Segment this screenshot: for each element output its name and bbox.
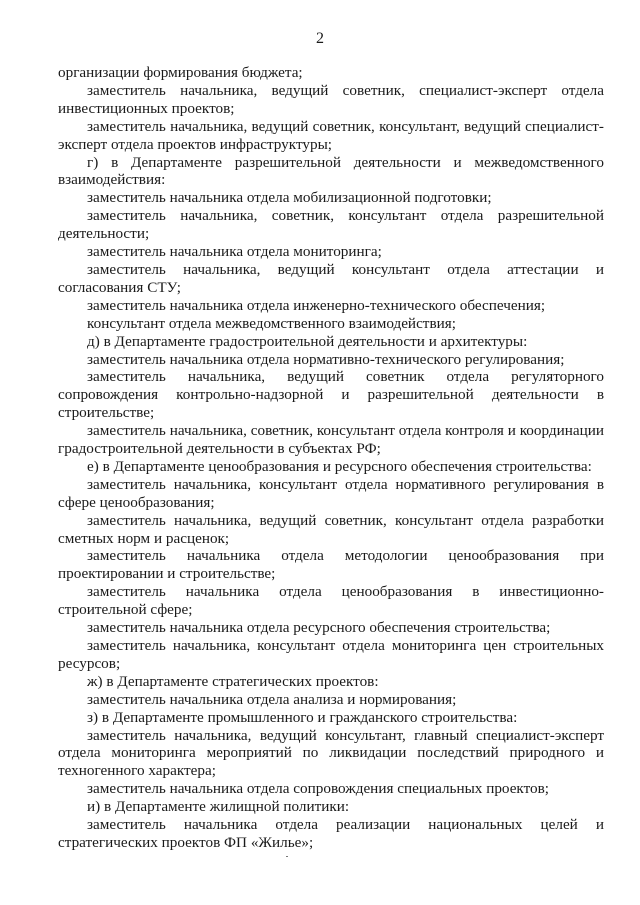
paragraph: заместитель начальника, советник, консультант отдела разрешительной деятельности; — [58, 207, 604, 243]
paragraph: заместитель начальника отдела ресурсного обеспечения строительства; — [87, 619, 551, 637]
section-heading: и) в Департаменте жилищной политики: — [87, 798, 350, 816]
paragraph: заместитель начальника, ведущий советник, консультант отдела разработки сметных норм и расценок; — [58, 511, 604, 547]
paragraph: заместитель начальника, ведущий советник отдела регуляторного сопровождения контрольно-надзорной и разрешительной деятельности в строительстве; — [58, 368, 604, 422]
section-heading: д) в Департаменте градостроительной деятельности и архитектуры: — [87, 332, 528, 350]
document-body — [58, 64, 604, 852]
page-number: 2 — [316, 30, 324, 47]
paragraph: заместитель начальника, ведущий советник, специалист-эксперт отдела инвестиционных проектов; — [58, 81, 604, 117]
paragraph: заместитель начальника, ведущий консультант, главный специалист-эксперт отдела мониторинга мероприятий по ликвидации последствий природного и техногенного характера; — [58, 726, 604, 780]
paragraph: заместитель начальника, ведущий консультант отдела аттестации и согласования СТУ; — [58, 260, 604, 296]
paragraph: заместитель начальника отдела инженерно-технического обеспечения; — [87, 296, 546, 314]
paragraph: заместитель начальника отдела реализации национальных целей и стратегических проектов ФП «Жилье»; — [58, 816, 604, 851]
paragraph: заместитель начальника, консультант отдела нормативного регулирования в сфере ценообразования; — [58, 475, 604, 511]
section-heading: г) в Департаменте разрешительной деятельности и межведомственного взаимодействия: — [58, 153, 604, 189]
section-heading: е) в Департаменте ценообразования и ресурсного обеспечения строительства: — [87, 457, 592, 475]
paragraph: заместитель начальника отдела анализа и нормирования; — [87, 690, 457, 708]
paragraph: заместитель начальника, советник, консультант отдела контроля и координации градостроительной деятельности в субъектах РФ; — [58, 422, 604, 458]
section-heading: ж) в Департаменте стратегических проектов: — [87, 672, 379, 690]
paragraph: заместитель начальника отдела сопровождения специальных проектов; — [87, 780, 550, 798]
section-heading: з) в Департаменте промышленного и гражданского строительства: — [87, 708, 518, 726]
paragraph: заместитель начальника, консультант отдела мониторинга цен строительных ресурсов; — [58, 637, 604, 672]
paragraph: заместитель начальника отдела мобилизационной подготовки; — [87, 189, 492, 207]
paragraph: заместитель начальника, ведущий советник, консультант, ведущий специалист-эксперт отдела проектов инфраструктуры; — [58, 117, 604, 153]
paragraph: заместитель начальника отдела мониторинга; — [87, 243, 382, 261]
paragraph: заместитель начальника отдела методологии ценообразования при проектировании и строительстве; — [58, 547, 604, 583]
scan-speck — [286, 856, 288, 857]
paragraph: консультант отдела межведомственного взаимодействия; — [87, 314, 456, 332]
paragraph: заместитель начальника отдела ценообразования в инвестиционно-строительной сфере; — [58, 583, 604, 619]
paragraph: организации формирования бюджета; — [58, 64, 303, 81]
paragraph: заместитель начальника отдела нормативно-технического регулирования; — [87, 350, 565, 368]
